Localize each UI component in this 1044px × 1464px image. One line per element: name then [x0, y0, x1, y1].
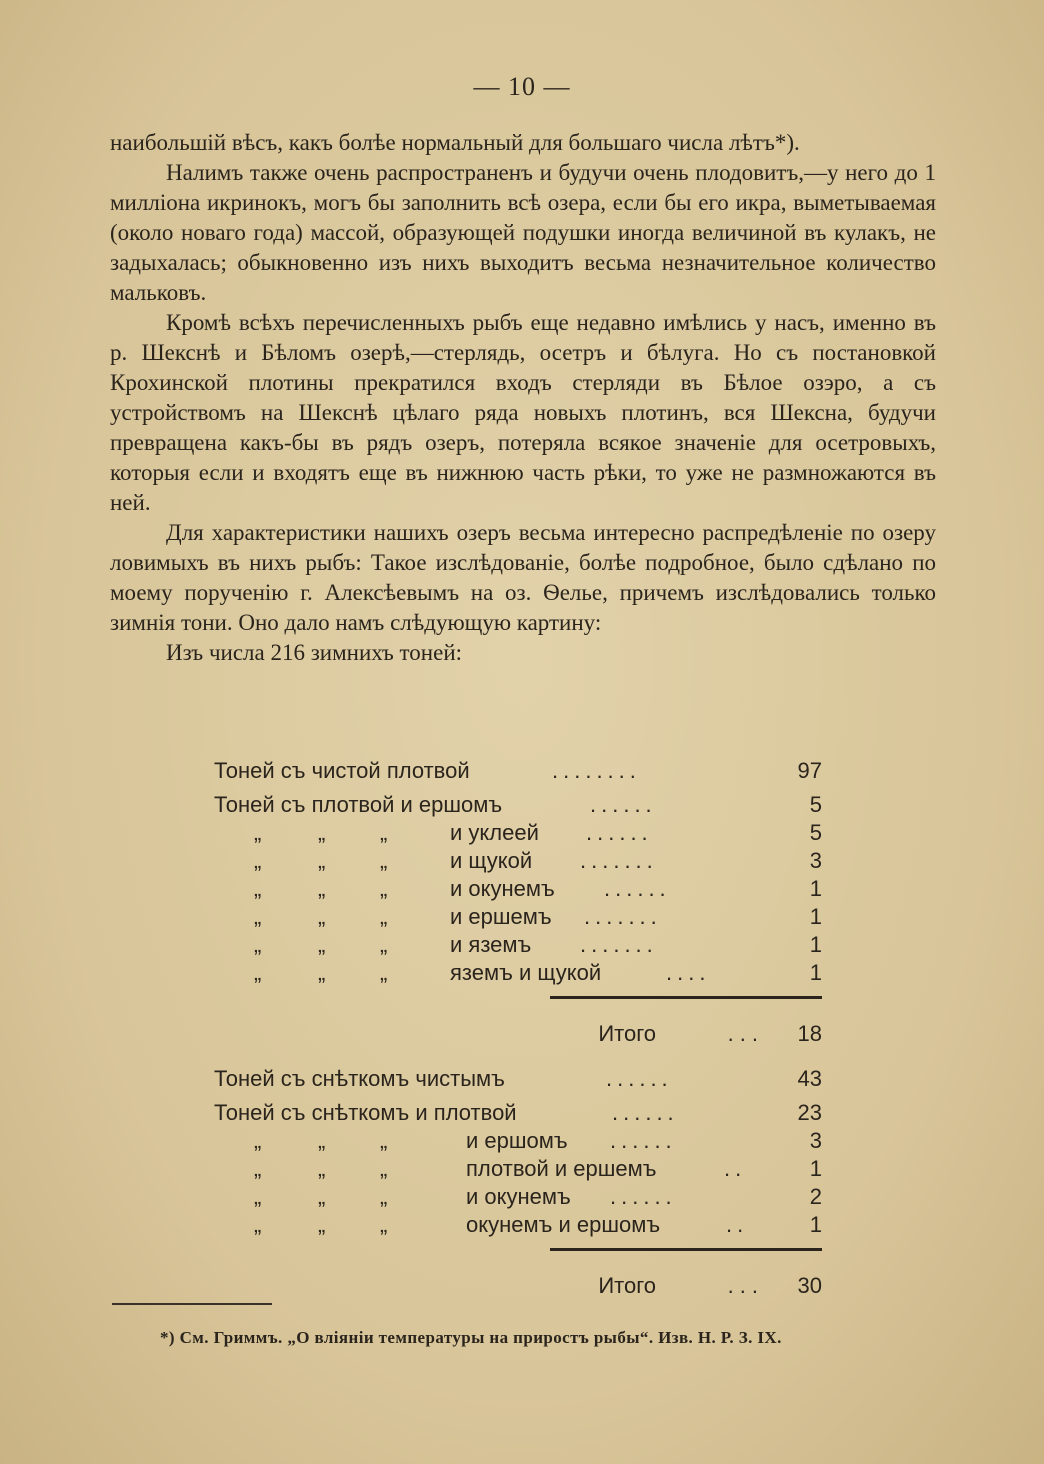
ditto-mark: „ [254, 876, 262, 901]
table-row [214, 904, 826, 932]
table-row [214, 1066, 826, 1094]
ditto-mark: „ [254, 820, 262, 845]
table-row [214, 1128, 826, 1156]
row-label: и яземъ [450, 932, 532, 957]
ditto-mark: „ [254, 960, 262, 985]
ditto-mark: „ [318, 848, 326, 873]
row-count: 1 [809, 904, 822, 929]
catch-table-2 [214, 1066, 826, 1303]
row-count: 23 [797, 1100, 822, 1125]
row-count: 3 [809, 848, 822, 873]
leader-dots: ...... [610, 1184, 677, 1209]
leader-dots: ...... [606, 1066, 673, 1091]
ditto-mark: „ [318, 932, 326, 957]
row-label: и окунемъ [450, 876, 555, 901]
row-count: 43 [797, 1066, 822, 1091]
page-number: — 10 — [473, 72, 571, 101]
sum-rule [550, 1248, 822, 1251]
leader-dots: ...... [610, 1128, 677, 1153]
table-row [214, 758, 826, 786]
ditto-mark: „ [254, 904, 262, 929]
leader-dots: .. [724, 1156, 747, 1181]
ditto-mark: „ [380, 1212, 388, 1237]
row-count: 2 [809, 1184, 822, 1209]
ditto-mark: „ [318, 1156, 326, 1181]
table-row [214, 960, 826, 988]
ditto-mark: „ [254, 1156, 262, 1181]
row-label: и ершемъ [450, 904, 552, 929]
row-label: Тоней съ снѣткомъ и плотвой [214, 1100, 517, 1125]
row-count: 1 [809, 876, 822, 901]
row-label: и щукой [450, 848, 533, 873]
table-row [214, 1156, 826, 1184]
paragraph-4: Для характеристики нашихъ озеръ весьма интересно распредѣленіе по озеру ловимыхъ въ нихъ рыбъ: Такое изслѣдованіе, болѣе подробное, было сдѣлано по моему порученію г. Алексѣевымъ на оз. Ѳелье, причемъ изслѣдовались только зимнія тони. Оно дало намъ слѣдующую картину: [110, 520, 936, 635]
ditto-mark: „ [380, 960, 388, 985]
table-row [214, 1100, 826, 1128]
row-label: и окунемъ [466, 1184, 571, 1209]
total-count: 18 [797, 1021, 822, 1046]
ditto-mark: „ [318, 960, 326, 985]
ditto-mark: „ [380, 1184, 388, 1209]
table-row [214, 792, 826, 820]
ditto-mark: „ [254, 1212, 262, 1237]
total-count: 30 [797, 1273, 822, 1298]
ditto-mark: „ [254, 1128, 262, 1153]
paragraph-2: Налимъ также очень распространенъ и будучи очень плодовитъ,—у него до 1 милліона икринокъ, могъ бы заполнить всѣ озера, если бы его икра, выметываемая (около новаго года) массой, образующей подушки иногда величиной въ кулакъ, не задыхалась; обыкновенно изъ нихъ выходитъ весьма незначительное количество мальковъ. [110, 160, 936, 305]
total-row [214, 1273, 826, 1303]
leader-dots: ...... [604, 876, 671, 901]
body-text [110, 128, 936, 668]
row-count: 3 [809, 1128, 822, 1153]
row-count: 1 [809, 932, 822, 957]
leader-dots: ... [727, 1273, 764, 1298]
ditto-mark: „ [318, 1184, 326, 1209]
row-label: Тоней съ чистой плотвой [214, 758, 470, 783]
leader-dots: ... [727, 1021, 764, 1046]
row-label: и ершомъ [466, 1128, 568, 1153]
ditto-mark: „ [254, 848, 262, 873]
ditto-mark: „ [254, 1184, 262, 1209]
leader-dots: ....... [580, 848, 658, 873]
row-label: Тоней съ плотвой и ершомъ [214, 792, 503, 817]
ditto-mark: „ [318, 1212, 326, 1237]
row-count: 1 [809, 1156, 822, 1181]
leader-dots: ...... [612, 1100, 679, 1125]
leader-dots: ...... [586, 820, 653, 845]
table-row [214, 820, 826, 848]
row-label: окунемъ и ершомъ [466, 1212, 661, 1237]
footnote-rule [112, 1303, 272, 1305]
table-row [214, 876, 826, 904]
sum-rule [550, 996, 822, 999]
leader-dots: ....... [584, 904, 662, 929]
table-row [214, 1212, 826, 1240]
row-label: плотвой и ершемъ [466, 1156, 657, 1181]
row-count: 1 [809, 960, 822, 985]
leader-dots: ........ [552, 758, 641, 783]
row-count: 5 [809, 792, 822, 817]
ditto-mark: „ [318, 876, 326, 901]
catch-table-1 [214, 758, 826, 1051]
table-row [214, 932, 826, 960]
footnote: *) См. Гриммъ. „О вліяніи температуры на приростъ рыбы“. Изв. Н. Р. З. IX. [160, 1328, 782, 1347]
table-row [214, 848, 826, 876]
total-row [214, 1021, 826, 1051]
row-label: Тоней съ снѣткомъ чистымъ [214, 1066, 505, 1091]
ditto-mark: „ [380, 1156, 388, 1181]
ditto-mark: „ [318, 1128, 326, 1153]
paragraph-3: Кромѣ всѣхъ перечисленныхъ рыбъ еще недавно имѣлись у насъ, именно въ р. Шекснѣ и Бѣломъ озерѣ,—стерлядь, осетръ и бѣлуга. Но съ постановкой Крохинской плотины прекратился входъ стерляди въ Бѣлое озэро, а съ устройствомъ на Шекснѣ цѣлаго ряда новыхъ плотинъ, вся Шексна, будучи превращена какъ-бы въ рядъ озеръ, потеряла всякое значеніе для осетровыхъ, которыя если и входятъ еще въ нижнюю часть рѣки, то уже не размножаются въ ней. [110, 310, 936, 515]
total-label: Итого [598, 1273, 656, 1298]
leader-dots: .... [666, 960, 711, 985]
ditto-mark: „ [380, 820, 388, 845]
ditto-mark: „ [380, 876, 388, 901]
paragraph-5: Изъ числа 216 зимнихъ тоней: [166, 640, 463, 665]
ditto-mark: „ [318, 904, 326, 929]
row-count: 1 [809, 1212, 822, 1237]
ditto-mark: „ [318, 820, 326, 845]
ditto-mark: „ [380, 932, 388, 957]
row-label: яземъ и щукой [450, 960, 602, 985]
leader-dots: ....... [580, 932, 658, 957]
ditto-mark: „ [380, 848, 388, 873]
leader-dots: .. [726, 1212, 749, 1237]
table-row [214, 1184, 826, 1212]
leader-dots: ...... [590, 792, 657, 817]
ditto-mark: „ [380, 904, 388, 929]
row-count: 5 [809, 820, 822, 845]
ditto-mark: „ [254, 932, 262, 957]
row-count: 97 [797, 758, 822, 783]
paragraph-1: наибольшій вѣсъ, какъ болѣе нормальный для большаго числа лѣтъ*). [110, 130, 800, 155]
total-label: Итого [598, 1021, 656, 1046]
row-label: и уклеей [450, 820, 539, 845]
ditto-mark: „ [380, 1128, 388, 1153]
